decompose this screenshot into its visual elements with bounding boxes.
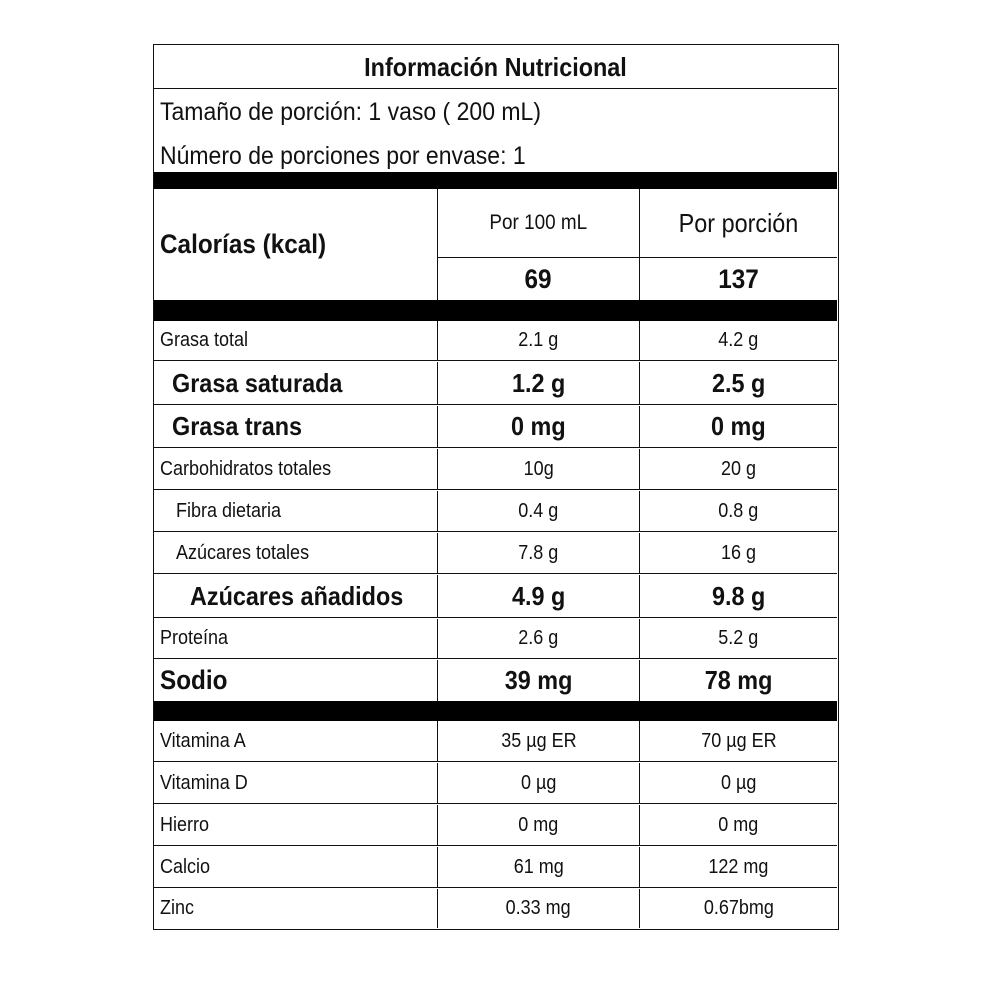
nutrient-portion-cell (640, 321, 837, 360)
nutrient-per100-cell (438, 449, 640, 489)
nutrient-name: Sodio (160, 665, 228, 695)
calories-portion-value: 137 (718, 263, 759, 294)
col-100ml-label: Por 100 mL (489, 211, 588, 234)
nutrient-name-cell (154, 575, 438, 617)
col-100ml-header (438, 189, 639, 258)
nutrient-per100: 10g (523, 457, 554, 480)
micronutrient-per100: 0 mg (518, 813, 559, 836)
nutrient-per100: 7.8 g (518, 541, 559, 564)
nutrient-name: Grasa total (160, 329, 249, 351)
micronutrient-row (154, 721, 837, 761)
nutrient-per100-cell (438, 575, 640, 617)
nutrient-portion: 2.5 g (711, 367, 766, 398)
thick-divider (154, 300, 837, 321)
nutrient-portion-cell (640, 406, 837, 447)
micronutrient-name: Hierro (160, 813, 210, 836)
micronutrient-portion-cell (640, 889, 837, 928)
nutrient-per100-cell (438, 660, 640, 701)
nutrient-portion: 16 g (720, 541, 757, 564)
calories-100ml-cell (438, 258, 639, 300)
nutrient-row (154, 449, 837, 489)
divider (154, 447, 837, 448)
micronutrient-name-cell (154, 889, 438, 928)
micronutrient-per100: 0.33 mg (505, 897, 572, 919)
nutrient-per100-cell (438, 406, 640, 447)
micronutrient-name-cell (154, 721, 438, 761)
nutrient-name: Azúcares añadidos (190, 580, 404, 611)
nutrient-row (154, 362, 837, 404)
micronutrient-portion-cell (640, 763, 837, 803)
divider (154, 531, 837, 532)
nutrient-name-cell (154, 491, 438, 531)
divider (154, 658, 837, 659)
thick-divider (154, 701, 837, 721)
nutrient-name-cell (154, 619, 438, 658)
micronutrient-name: Calcio (160, 855, 211, 878)
micronutrient-name-cell (154, 847, 438, 887)
nutrient-per100: 1.2 g (511, 367, 566, 398)
thick-divider (154, 172, 837, 189)
micronutrient-per100-cell (438, 721, 640, 761)
micronutrient-portion-cell (640, 721, 837, 761)
col-100ml (438, 189, 640, 300)
micronutrient-portion: 70 µg ER (700, 729, 777, 752)
nutrient-row (154, 406, 837, 447)
nutrient-row (154, 575, 837, 617)
divider (154, 360, 837, 361)
micronutrient-portion: 0.67bmg (703, 897, 774, 919)
calories-label: Calorías (kcal) (160, 229, 327, 259)
nutrient-row (154, 491, 837, 531)
nutrition-facts-label (153, 44, 839, 930)
nutrient-name: Azúcares totales (176, 541, 310, 564)
divider (154, 845, 837, 846)
divider (154, 803, 837, 804)
nutrient-portion-cell (640, 660, 837, 701)
nutrient-per100: 2.1 g (518, 329, 559, 351)
nutrient-portion: 5.2 g (718, 627, 759, 649)
nutrient-portion: 0.8 g (718, 499, 759, 522)
calories-label-cell (154, 189, 438, 300)
micronutrient-portion-cell (640, 805, 837, 845)
micronutrient-per100-cell (438, 763, 640, 803)
nutrient-name: Proteína (160, 627, 229, 649)
nutrient-name-cell (154, 406, 438, 447)
divider (154, 617, 837, 618)
micronutrient-row (154, 889, 837, 928)
micronutrient-name: Vitamina D (160, 771, 248, 794)
nutrient-name-cell (154, 449, 438, 489)
nutrient-name: Fibra dietaria (176, 499, 282, 522)
calories-portion-cell (640, 258, 837, 300)
serving-size: Tamaño de porción: 1 vaso ( 200 mL) (160, 98, 541, 126)
nutrient-portion-cell (640, 449, 837, 489)
micronutrient-per100-cell (438, 889, 640, 928)
nutrient-row (154, 660, 837, 701)
nutrient-portion-cell (640, 619, 837, 658)
nutrient-portion-cell (640, 491, 837, 531)
nutrient-per100-cell (438, 619, 640, 658)
micronutrient-row (154, 847, 837, 887)
nutrient-name-cell (154, 321, 438, 360)
nutrient-name-cell (154, 660, 438, 701)
servings-per-container: Número de porciones por envase: 1 (160, 142, 526, 170)
micronutrient-name-cell (154, 763, 438, 803)
nutrient-portion-cell (640, 533, 837, 573)
micronutrient-portion-cell (640, 847, 837, 887)
micronutrient-per100: 35 µg ER (500, 729, 577, 752)
micronutrient-portion: 0 mg (718, 813, 759, 836)
nutrient-row (154, 533, 837, 573)
divider (154, 489, 837, 490)
nutrient-per100: 0 mg (511, 411, 566, 441)
nutrient-per100-cell (438, 362, 640, 404)
nutrient-name-cell (154, 533, 438, 573)
calories-block (154, 189, 837, 300)
divider (154, 88, 837, 89)
col-portion (640, 189, 837, 300)
nutrient-portion: 4.2 g (718, 329, 759, 351)
micronutrient-name-cell (154, 805, 438, 845)
col-portion-header (640, 189, 837, 258)
nutrient-portion-cell (640, 575, 837, 617)
col-portion-label: Por porción (678, 207, 799, 238)
micronutrient-portion: 122 mg (708, 855, 769, 878)
nutrient-row (154, 321, 837, 360)
micronutrient-name: Vitamina A (160, 729, 246, 752)
nutrient-per100-cell (438, 491, 640, 531)
nutrient-per100: 0.4 g (518, 499, 559, 522)
micronutrient-per100: 61 mg (513, 855, 564, 878)
nutrient-portion: 9.8 g (711, 580, 766, 611)
micronutrient-per100-cell (438, 805, 640, 845)
nutrient-per100-cell (438, 533, 640, 573)
divider (154, 761, 837, 762)
nutrient-per100-cell (438, 321, 640, 360)
calories-100ml-value: 69 (524, 263, 553, 294)
divider (154, 887, 837, 888)
nutrient-portion: 20 g (720, 457, 757, 480)
micronutrient-portion: 0 µg (720, 771, 757, 794)
micronutrient-name: Zinc (160, 897, 195, 919)
nutrient-per100: 4.9 g (511, 580, 566, 611)
nutrient-portion: 0 mg (711, 411, 766, 441)
nutrient-name-cell (154, 362, 438, 404)
micronutrient-row (154, 805, 837, 845)
nutrient-per100: 2.6 g (518, 627, 559, 649)
micronutrient-row (154, 763, 837, 803)
nutrient-portion: 78 mg (704, 665, 773, 695)
divider (154, 573, 837, 574)
nutrient-name: Carbohidratos totales (160, 457, 332, 480)
nutrient-name: Grasa trans (172, 411, 303, 441)
nutrient-name: Grasa saturada (172, 367, 343, 398)
label-title: Información Nutricional (364, 51, 627, 82)
nutrient-per100: 39 mg (504, 665, 573, 695)
nutrient-row (154, 619, 837, 658)
nutrient-portion-cell (640, 362, 837, 404)
micronutrient-per100-cell (438, 847, 640, 887)
divider (154, 404, 837, 405)
micronutrient-per100: 0 µg (520, 771, 557, 794)
